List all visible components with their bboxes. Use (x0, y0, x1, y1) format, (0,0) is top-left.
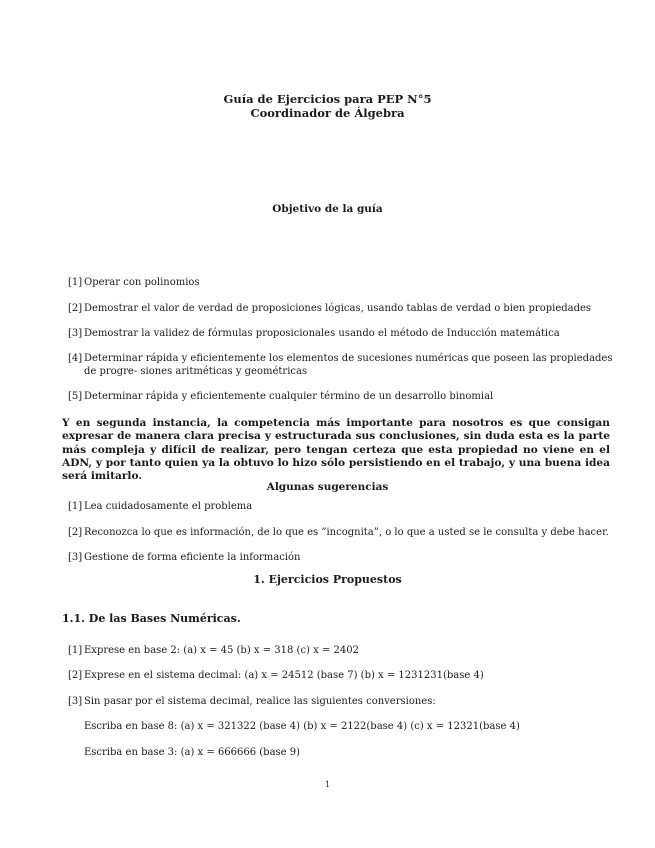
document-subtitle: Coordinador de Álgebra (250, 106, 405, 120)
item-text: Reconozca lo que es información, de lo que es ”incognita”, o lo que a usted se le consulta y debe hacer. (84, 527, 609, 538)
item-text: Gestione de forma eficiente la información (84, 552, 301, 563)
exercise-subline-1: Escriba en base 8: (a) x = 321322 (base 4) (b) x = 2122(base 4) (c) x = 12321(base 4) (84, 721, 520, 732)
suggestion-item-3 (68, 551, 613, 564)
objective-item-3 (68, 327, 613, 340)
item-number: [5] (68, 391, 83, 402)
page-number: 1 (324, 780, 331, 789)
competence-paragraph: Y en segunda instancia, la competencia más importante para nosotros es que consigan expresar de manera clara precisa y estructurada sus conclusiones, sin duda esta es la parte más compleja y difícil de realizar, pero tengan certeza que esta propiedad no viene en el ADN, y por tanto quien ya la obtuvo lo hizo sólo persistiendo en el trabajo, y una buena idea será imitarlo. (62, 417, 610, 483)
item-number: [2] (68, 303, 83, 314)
item-number: [2] (68, 527, 83, 538)
item-number: [3] (68, 696, 83, 707)
item-number: [3] (68, 552, 83, 563)
item-number: [1] (68, 277, 83, 288)
exercise-subline-2: Escriba en base 3: (a) x = 666666 (base 9) (84, 747, 301, 758)
item-text: Demostrar el valor de verdad de proposiciones lógicas, usando tablas de verdad o bien propiedades (84, 303, 592, 314)
item-number: [3] (68, 328, 83, 339)
exercise-item-1 (68, 644, 613, 657)
section-title: 1. Ejercicios Propuestos (253, 573, 402, 586)
item-text: Determinar rápida y eficientemente cualquier término de un desarrollo binomial (84, 391, 494, 402)
suggestion-item-2 (68, 526, 613, 539)
exercise-item-2 (68, 669, 613, 682)
item-text: Determinar rápida y eficientemente los elementos de sucesiones numéricas que poseen las propiedades de progre- siones aritméticas y geométricas (84, 353, 613, 377)
item-text: Exprese en base 2: (a) x = 45 (b) x = 318 (c) x = 2402 (84, 645, 359, 656)
objective-item-4 (68, 352, 613, 378)
item-number: [4] (68, 353, 83, 364)
suggestions-heading: Algunas sugerencias (266, 481, 389, 493)
item-number: [1] (68, 501, 83, 512)
suggestion-item-1 (68, 500, 613, 513)
subsection-title: 1.1. De las Bases Numéricas. (62, 612, 241, 625)
objective-item-1 (68, 276, 613, 289)
item-text: Exprese en el sistema decimal: (a) x = 24512 (base 7) (b) x = 1231231(base 4) (84, 670, 484, 681)
item-text: Sin pasar por el sistema decimal, realice las siguientes conversiones: (84, 696, 436, 707)
objective-heading: Objetivo de la guía (272, 203, 383, 215)
item-number: [1] (68, 645, 83, 656)
item-number: [2] (68, 670, 83, 681)
document-title: Guía de Ejercicios para PEP N°5 (223, 92, 432, 106)
item-text: Lea cuidadosamente el problema (84, 501, 253, 512)
objective-item-5 (68, 390, 613, 403)
objective-item-2 (68, 302, 613, 315)
item-text: Demostrar la validez de fórmulas proposicionales usando el método de Inducción matemática (84, 328, 560, 339)
item-text: Operar con polinomios (84, 277, 200, 288)
exercise-item-3 (68, 695, 613, 708)
